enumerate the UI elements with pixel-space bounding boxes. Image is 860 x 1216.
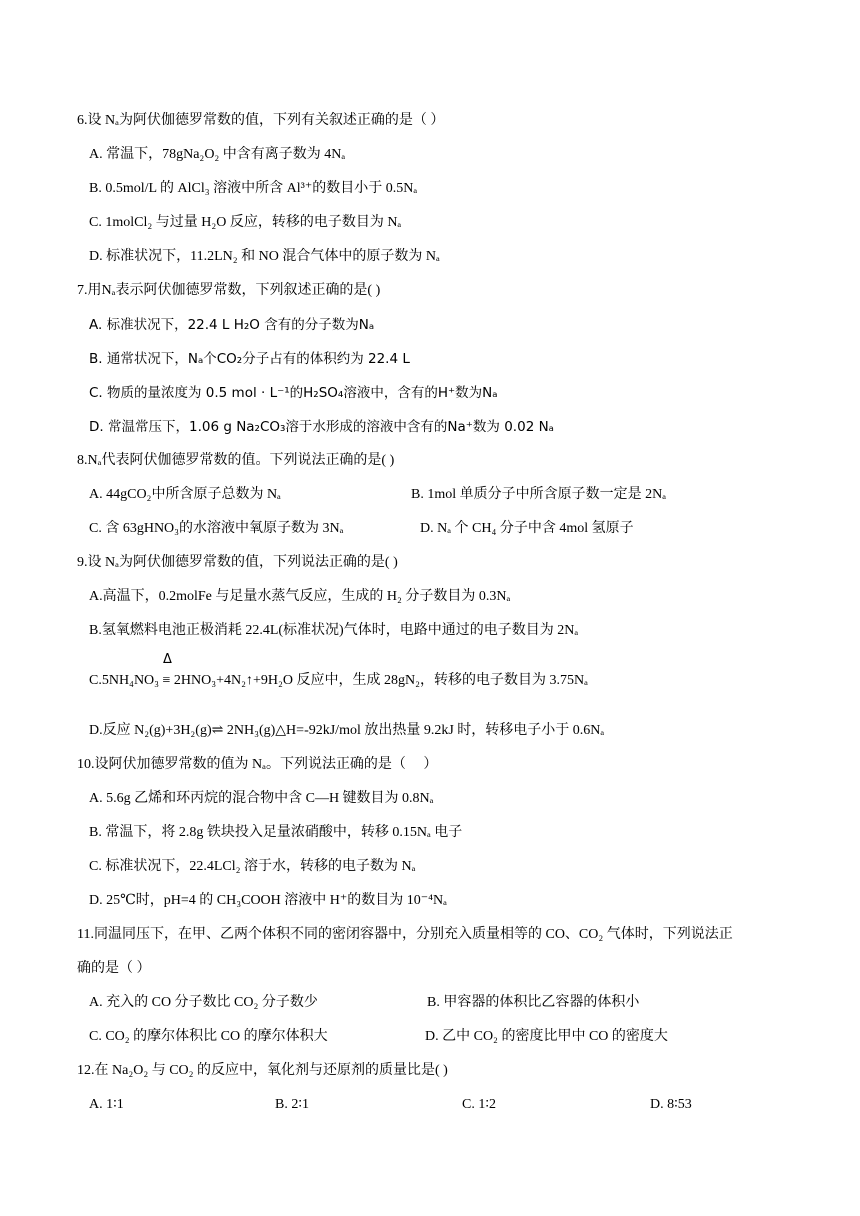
question-10-option-c: C. 标准状况下，22.4LCl₂ 溶于水，转移的电子数为 Nₐ <box>89 859 416 874</box>
question-8-option-c: C. 含 63gHNO₃的水溶液中氧原子数为 3Nₐ <box>89 521 344 536</box>
question-8-option-b: B. 1mol 单质分子中所含原子数一定是 2Nₐ <box>411 487 667 502</box>
question-8-stem: 8.Nₐ代表阿伏伽德罗常数的值。下列说法正确的是( ) <box>77 453 395 468</box>
question-10-option-d: D. 25℃时，pH=4 的 CH₃COOH 溶液中 H⁺的数目为 10⁻⁴Nₐ <box>89 893 447 908</box>
question-8-option-d: D. Nₐ 个 CH₄ 分子中含 4mol 氢原子 <box>420 521 634 536</box>
question-7-option-c: C. 物质的量浓度为 0.5 mol · L⁻¹的H₂SO₄溶液中，含有的H⁺数为Nₐ <box>89 385 498 401</box>
heat-condition-mark: Δ <box>163 652 172 667</box>
question-12-stem: 12.在 Na₂O₂ 与 CO₂ 的反应中，氧化剂与还原剂的质量比是( ) <box>77 1063 448 1078</box>
question-10-option-b: B. 常温下，将 2.8g 铁块投入足量浓硝酸中，转移 0.15Nₐ 电子 <box>89 825 463 840</box>
question-11-option-c: C. CO₂ 的摩尔体积比 CO 的摩尔体积大 <box>89 1029 328 1044</box>
question-7-option-b: B. 通常状况下，Nₐ个CO₂分子占有的体积约为 22.4 L <box>89 351 410 367</box>
question-7-stem: 7.用Nₐ表示阿伏伽德罗常数，下列叙述正确的是( ) <box>77 283 381 298</box>
question-9-option-c: C.5NH₄NO₃ ≡ 2HNO₃+4N₂↑+9H₂O 反应中，生成 28gN₂，转移的电子数目为 3.75Nₐ <box>89 673 588 688</box>
question-6-stem: 6.设 Nₐ为阿伏伽德罗常数的值，下列有关叙述正确的是（ ） <box>77 113 445 128</box>
question-12-option-a: A. 1∶1 <box>89 1097 124 1112</box>
question-6-option-b: B. 0.5mol/L 的 AlCl₃ 溶液中所含 Al³⁺的数目小于 0.5Nₐ <box>89 181 418 196</box>
question-11-option-d: D. 乙中 CO₂ 的密度比甲中 CO 的密度大 <box>425 1029 668 1044</box>
question-11-stem-line-1: 11.同温同压下，在甲、乙两个体积不同的密闭容器中，分别充入质量相等的 CO、CO₂ 气体时，下列说法正 <box>77 927 733 942</box>
question-9-stem: 9.设 Nₐ为阿伏伽德罗常数的值，下列说法正确的是( ) <box>77 555 398 570</box>
question-11-stem-line-2: 确的是（ ） <box>77 961 151 976</box>
question-12-option-b: B. 2∶1 <box>275 1097 309 1112</box>
question-9-option-a: A.高温下，0.2molFe 与足量水蒸气反应，生成的 H₂ 分子数目为 0.3Nₐ <box>89 589 511 604</box>
question-11-option-b: B. 甲容器的体积比乙容器的体积小 <box>427 995 640 1010</box>
question-11-option-a: A. 充入的 CO 分子数比 CO₂ 分子数少 <box>89 995 318 1010</box>
question-12-option-c: C. 1∶2 <box>462 1097 496 1112</box>
question-7-option-d: D. 常温常压下，1.06 g Na₂CO₃溶于水形成的溶液中含有的Na⁺数为 0.02 Nₐ <box>89 419 554 435</box>
question-8-option-a: A. 44gCO₂中所含原子总数为 Nₐ <box>89 487 281 502</box>
question-9-option-b: B.氢氧燃料电池正极消耗 22.4L(标准状况)气体时，电路中通过的电子数目为 2Nₐ <box>89 623 579 638</box>
question-6-option-d: D. 标准状况下，11.2LN₂ 和 NO 混合气体中的原子数为 Nₐ <box>89 249 440 264</box>
question-10-option-a: A. 5.6g 乙烯和环丙烷的混合物中含 C—H 键数目为 0.8Nₐ <box>89 791 434 806</box>
question-10-stem: 10.设阿伏加德罗常数的值为 Nₐ。下列说法正确的是（ ） <box>77 757 438 772</box>
question-6-option-c: C. 1molCl₂ 与过量 H₂O 反应，转移的电子数目为 Nₐ <box>89 215 402 230</box>
question-6-option-a: A. 常温下，78gNa₂O₂ 中含有离子数为 4Nₐ <box>89 147 346 162</box>
question-12-option-d: D. 8∶53 <box>650 1097 692 1112</box>
question-9-option-d: D.反应 N₂(g)+3H₂(g)⇌ 2NH₃(g)△H=-92kJ/mol 放出热量 9.2kJ 时，转移电子小于 0.6Nₐ <box>89 723 605 738</box>
question-7-option-a: A. 标准状况下，22.4 L H₂O 含有的分子数为Nₐ <box>89 317 375 333</box>
